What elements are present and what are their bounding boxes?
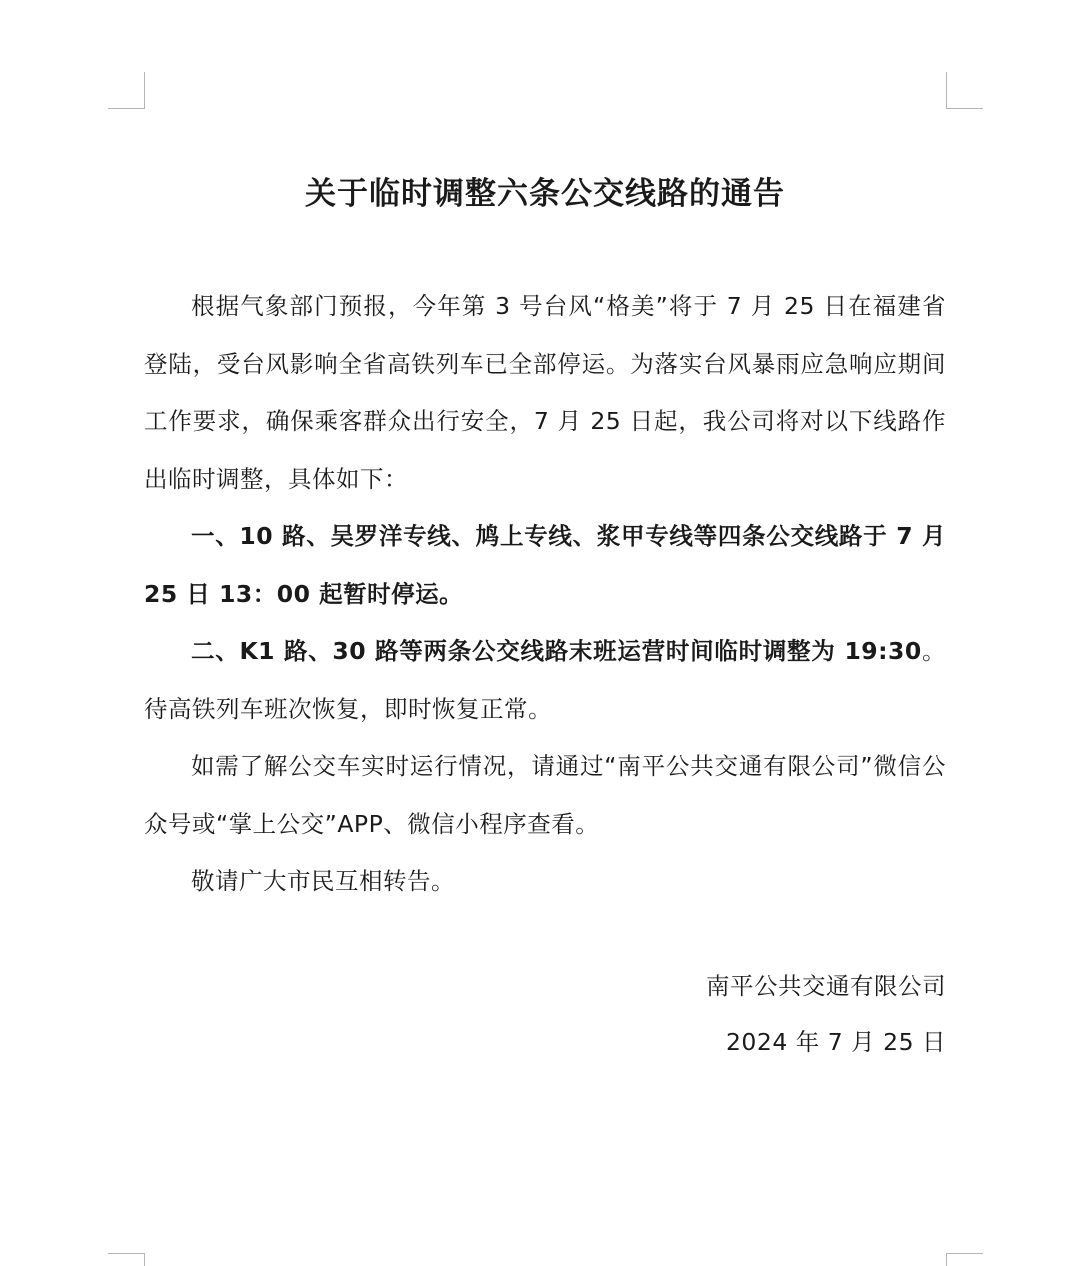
item-schedule-adjust-bold: 二、K1 路、30 路等两条公交线路末班运营时间临时调整为 19:30: [191, 637, 922, 665]
crop-mark-top-right: [946, 72, 983, 109]
paragraph-forecast: 根据气象部门预报，今年第 3 号台风“格美”将于 7 月 25 日在福建省登陆，受台风影响全省高铁列车已全部停运。为落实台风暴雨应急响应期间工作要求，确保乘客群众出行安全，7 月 25 日起，我公司将对以下线路作出临时调整，具体如下：: [144, 292, 946, 493]
crop-mark-bottom-right: [946, 1253, 983, 1266]
signature-organization: 南平公共交通有限公司: [706, 972, 946, 1000]
crop-mark-bottom-left: [108, 1253, 145, 1266]
crop-mark-top-left: [108, 72, 145, 109]
paragraph-info: 如需了解公交车实时运行情况，请通过“南平公共交通有限公司”微信公众号或“掌上公交”APP、微信小程序查看。: [144, 752, 946, 838]
signature-date: 2024 年 7 月 25 日: [725, 1028, 946, 1056]
item-suspension: 一、10 路、吴罗洋专线、鸠上专线、浆甲专线等四条公交线路于 7 月 25 日 13：00 起暂时停运。: [144, 522, 946, 608]
item-schedule-adjust-rest: 。待高铁列车班次恢复，即时恢复正常。: [144, 637, 946, 723]
notice-title: 关于临时调整六条公交线路的通告: [305, 176, 785, 212]
item-schedule-adjust: [144, 623, 946, 738]
notice-body: [144, 278, 946, 911]
paragraph-closing: 敬请广大市民互相转告。: [191, 867, 455, 895]
